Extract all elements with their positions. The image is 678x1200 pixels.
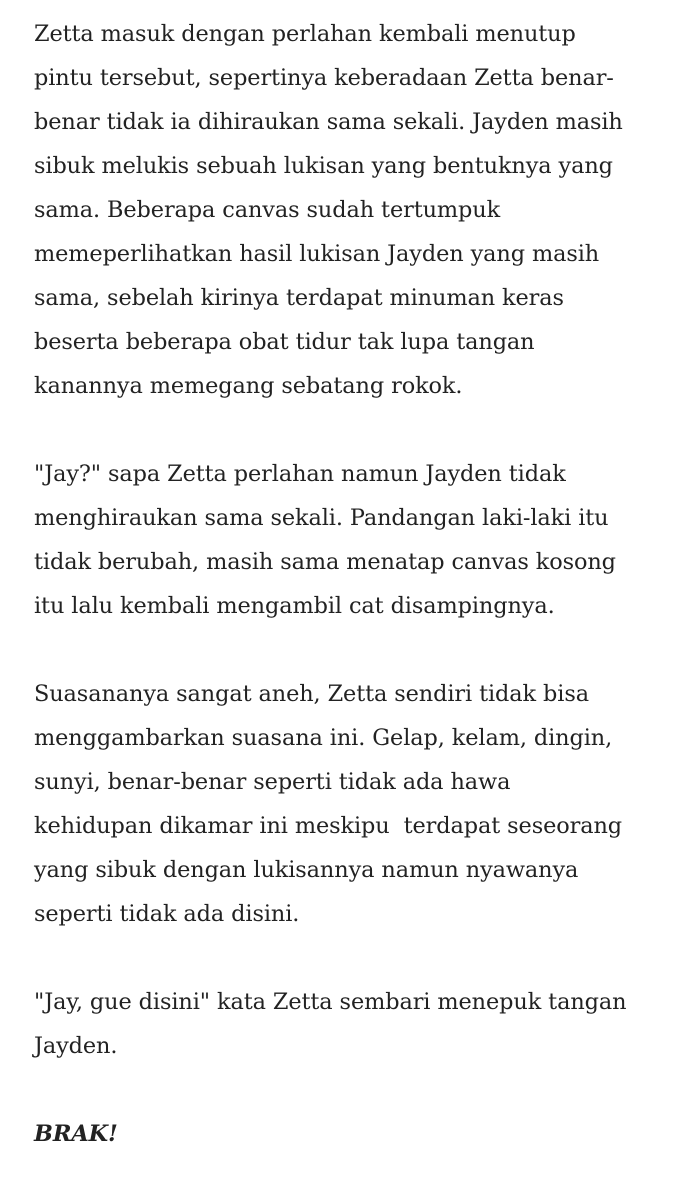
text-line: benar tidak ia dihiraukan sama sekali. Jayden masih (34, 109, 623, 135)
text-line: menghiraukan sama sekali. Pandangan laki-laki itu (34, 505, 609, 531)
paragraph-2 (34, 452, 664, 628)
text-line: sibuk melukis sebuah lukisan yang bentuknya yang (34, 153, 613, 179)
article-body (34, 12, 664, 1156)
text-line: menggambarkan suasana ini. Gelap, kelam, dingin, (34, 725, 613, 751)
text-line: yang sibuk dengan lukisannya namun nyawanya (34, 857, 579, 883)
text-line: sama, sebelah kirinya terdapat minuman keras (34, 285, 564, 311)
paragraph-spacer (34, 408, 664, 452)
text-line: "Jay?" sapa Zetta perlahan namun Jayden tidak (34, 461, 566, 487)
text-line: beserta beberapa obat tidur tak lupa tangan (34, 329, 535, 355)
text-line: kanannya memegang sebatang rokok. (34, 373, 463, 399)
text-line: Zetta masuk dengan perlahan kembali menutup (34, 21, 576, 47)
text-line: pintu tersebut, sepertinya keberadaan Zetta benar- (34, 65, 614, 91)
paragraph-spacer (34, 1068, 664, 1112)
text-line: sunyi, benar-benar seperti tidak ada hawa (34, 769, 511, 795)
text-line: Jayden. (34, 1033, 118, 1059)
paragraph-spacer (34, 628, 664, 672)
text-line: "Jay, gue disini" kata Zetta sembari menepuk tangan (34, 989, 627, 1015)
text-line: seperti tidak ada disini. (34, 901, 300, 927)
text-line: sama. Beberapa canvas sudah tertumpuk (34, 197, 501, 223)
text-line: itu lalu kembali mengambil cat disampingnya. (34, 593, 555, 619)
exclamation-text: BRAK! (34, 1121, 118, 1147)
paragraph-4 (34, 980, 664, 1068)
paragraph-spacer (34, 936, 664, 980)
text-line: memeperlihatkan hasil lukisan Jayden yang masih (34, 241, 600, 267)
paragraph-3 (34, 672, 664, 936)
text-line: kehidupan dikamar ini meskipu terdapat seseorang (34, 813, 623, 839)
text-line: Suasananya sangat aneh, Zetta sendiri tidak bisa (34, 681, 589, 707)
text-line: tidak berubah, masih sama menatap canvas kosong (34, 549, 616, 575)
paragraph-1 (34, 12, 664, 408)
